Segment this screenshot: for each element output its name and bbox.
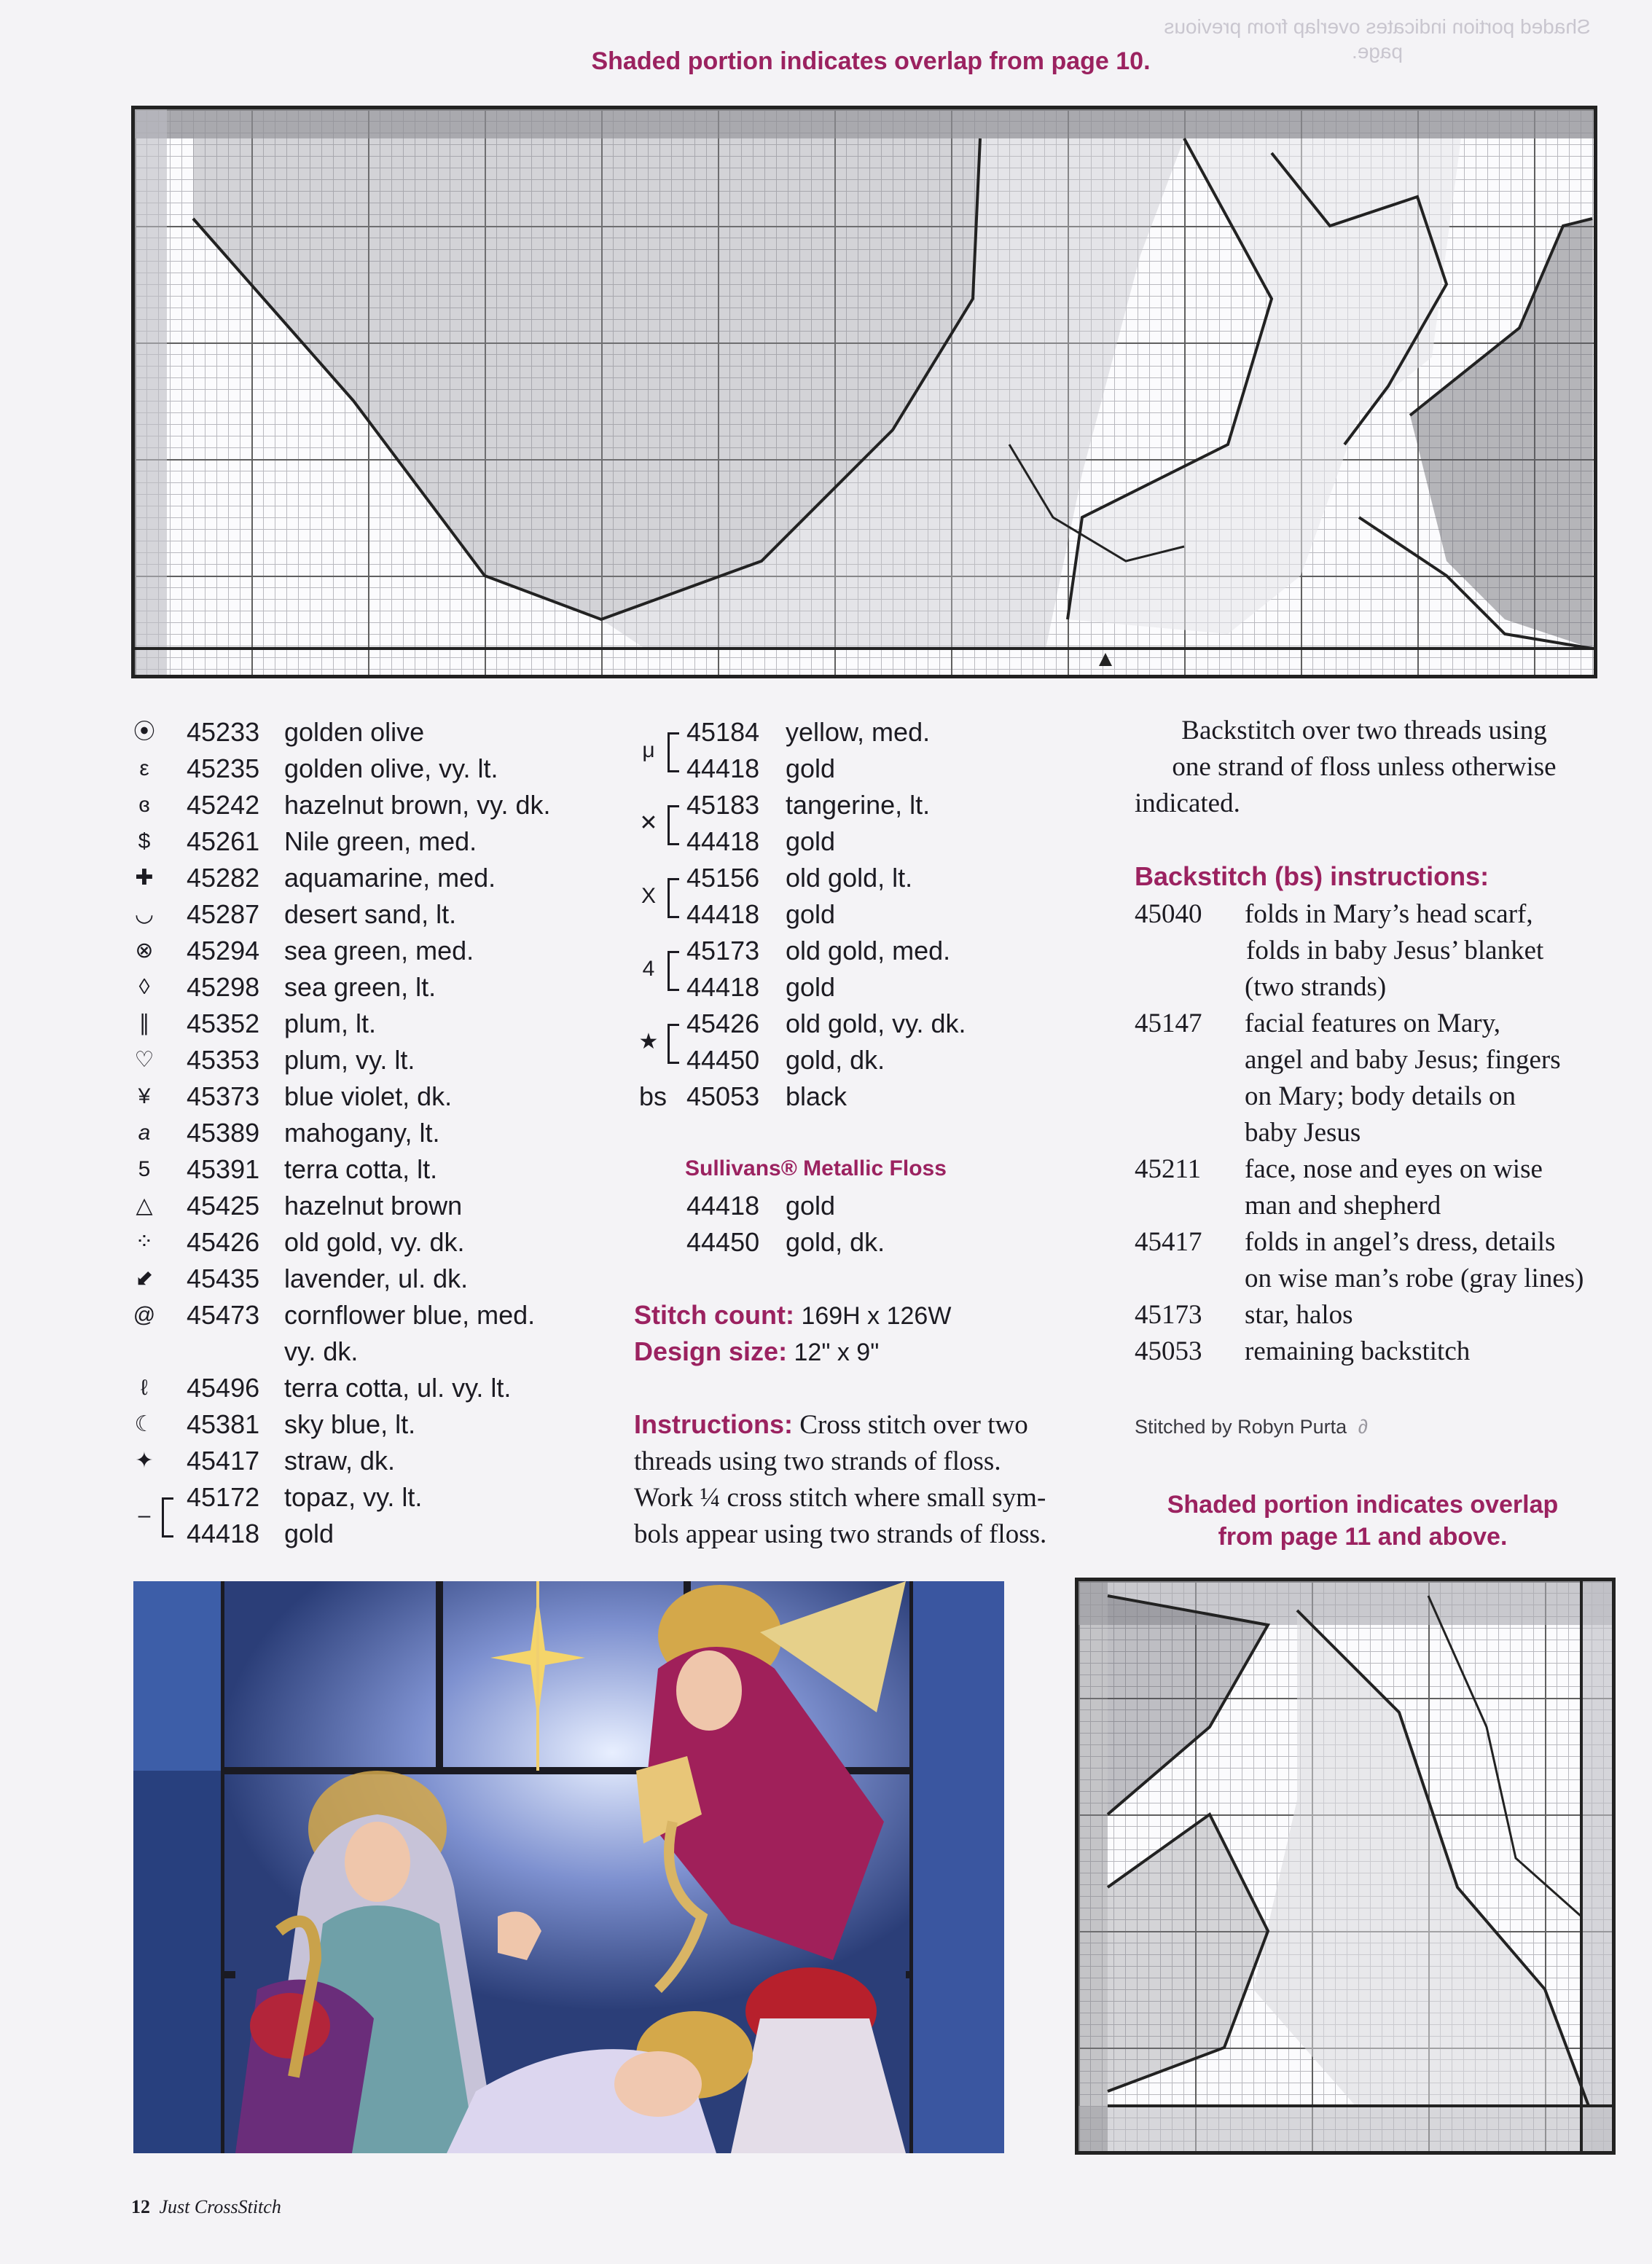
floss-name: aquamarine, med. — [284, 863, 496, 893]
desc-line: folds in baby Jesus’ blanket — [1246, 936, 1544, 965]
blend-symbol-icon: ✕ — [639, 811, 658, 835]
floss-code: 45173 — [686, 936, 760, 965]
blend-symbol-icon: – — [138, 1503, 151, 1527]
floss-code: 45261 — [187, 826, 260, 856]
floss-code: 45242 — [187, 790, 260, 820]
floss-code: 45294 — [187, 936, 260, 965]
symbol-icon: ⊗ — [135, 939, 154, 963]
floss-code: 44450 — [686, 1045, 760, 1075]
stitch-count-value: 169H x 126W — [801, 1302, 952, 1330]
desc-line: on Mary; body details on — [1245, 1081, 1516, 1111]
backstitch-code: 45417 — [1135, 1227, 1202, 1257]
desc-line: facial features on Mary, — [1245, 1008, 1500, 1038]
floss-name: black — [786, 1081, 847, 1111]
desc-line: remaining backstitch — [1245, 1336, 1471, 1366]
desc-line: folds in Mary’s head scarf, — [1245, 899, 1533, 929]
floss-name: desert sand, lt. — [284, 899, 457, 929]
symbol-icon: △ — [136, 1194, 153, 1218]
symbol-icon: ⬋ — [135, 1266, 154, 1290]
backstitch-desc — [1245, 1224, 1594, 1297]
floss-name: golden olive — [284, 717, 425, 747]
design-size — [634, 1333, 879, 1371]
stitched-nativity-photo — [133, 1581, 1004, 2153]
desc-line: face, nose and eyes on wise — [1245, 1154, 1543, 1184]
symbol-icon: @ — [133, 1303, 156, 1327]
chart-center-arrow — [1099, 653, 1112, 666]
floss-name: gold — [786, 753, 836, 783]
backstitch-desc — [1245, 1006, 1594, 1151]
symbol-icon: ⁘ — [135, 1230, 154, 1254]
floss-name: old gold, med. — [786, 936, 951, 965]
floss-name: Nile green, med. — [284, 826, 477, 856]
floss-name: golden olive, vy. lt. — [284, 753, 498, 783]
floss-name: gold — [786, 1191, 836, 1221]
floss-code: 45233 — [187, 717, 260, 747]
floss-code: 44418 — [686, 899, 760, 929]
metallic-floss-heading: Sullivans® Metallic Floss — [685, 1156, 947, 1180]
floss-code: 45298 — [187, 972, 260, 1002]
desc-line: on wise man’s robe (gray lines) — [1245, 1264, 1584, 1293]
nativity-illustration — [133, 1581, 1004, 2153]
floss-code: 45235 — [187, 753, 260, 783]
design-size-label: Design size: — [634, 1336, 788, 1366]
floss-code: 45426 — [187, 1227, 260, 1257]
backstitch-code: 45147 — [1135, 1008, 1202, 1038]
floss-name: hazelnut brown — [284, 1191, 463, 1221]
floss-name: straw, dk. — [284, 1446, 396, 1476]
symbol-icon: a — [138, 1121, 151, 1145]
floss-code: 44418 — [686, 753, 760, 783]
floss-name: sea green, lt. — [284, 972, 437, 1002]
floss-name: gold, dk. — [786, 1045, 885, 1075]
floss-name: topaz, vy. lt. — [284, 1482, 423, 1512]
floss-name: old gold, vy. dk. — [786, 1008, 966, 1038]
blend-bracket — [668, 951, 679, 991]
floss-name: tangerine, lt. — [786, 790, 931, 820]
blend-symbol-icon: μ — [642, 738, 655, 762]
symbol-icon: ☾ — [134, 1412, 154, 1436]
caption-line: Shaded portion indicates overlap — [1167, 1491, 1559, 1519]
bottom-chart-caption — [1115, 1489, 1610, 1553]
desc-line: (two strands) — [1245, 972, 1387, 1002]
floss-name: old gold, lt. — [786, 863, 913, 893]
intro-line: indicated. — [1135, 788, 1240, 818]
floss-code: 44418 — [686, 1191, 760, 1221]
symbol-icon: ◊ — [138, 975, 150, 999]
intro-line: Backstitch over two threads using — [1181, 716, 1547, 745]
symbol-icon: ∥ — [138, 1011, 150, 1035]
instructions-line: bols appear using two strands of floss. — [634, 1519, 1047, 1549]
floss-code: 45282 — [187, 863, 260, 893]
stitched-by-text: Stitched by Robyn Purta — [1135, 1416, 1347, 1438]
floss-code: 45473 — [187, 1300, 260, 1330]
backstitch-code: 45053 — [1135, 1336, 1202, 1366]
backstitch-desc — [1245, 1333, 1594, 1370]
top-chart-pattern — [135, 109, 1597, 678]
backstitch-desc — [1245, 1151, 1594, 1224]
symbol-icon: ¥ — [138, 1084, 151, 1108]
symbol-icon: $ — [138, 829, 151, 853]
floss-name: lavender, ul. dk. — [284, 1264, 469, 1293]
page-footer — [131, 2195, 281, 2220]
floss-code: 45053 — [686, 1081, 760, 1111]
blend-symbol-icon: 4 — [642, 957, 655, 981]
bottom-chart-grid — [1075, 1578, 1616, 2155]
floss-code: 45183 — [686, 790, 760, 820]
floss-name: terra cotta, ul. vy. lt. — [284, 1373, 512, 1403]
floss-code: 45381 — [187, 1409, 260, 1439]
blend-symbol-icon: X — [641, 884, 656, 908]
instructions-line: threads using two strands of floss. — [634, 1446, 1001, 1476]
bottom-chart-pattern — [1079, 1581, 1616, 2155]
floss-code: 45496 — [187, 1373, 260, 1403]
design-size-value: 12" x 9" — [794, 1339, 880, 1366]
stitched-by-credit — [1135, 1414, 1368, 1440]
floss-code: 45184 — [686, 717, 760, 747]
symbol-icon: ✦ — [135, 1449, 154, 1473]
blend-bracket — [668, 878, 679, 918]
instructions-line: Cross stitch over two — [793, 1410, 1028, 1440]
floss-code: 44418 — [686, 826, 760, 856]
backstitch-code: 45173 — [1135, 1300, 1202, 1330]
intro-line: one strand of floss unless otherwise — [1172, 752, 1557, 782]
floss-name: plum, lt. — [284, 1008, 377, 1038]
floss-code: 45373 — [187, 1081, 260, 1111]
floss-name: gold, dk. — [786, 1227, 885, 1257]
backstitch-code: 45040 — [1135, 899, 1202, 929]
floss-code: 45352 — [187, 1008, 260, 1038]
blend-bracket — [668, 805, 679, 845]
bleed-through-text: Shaded portion indicates overlap from previous page. — [1164, 15, 1591, 63]
symbol-icon: ♡ — [134, 1048, 154, 1072]
instructions-paragraph — [634, 1406, 1093, 1553]
backstitch-symbol: bs — [639, 1081, 668, 1111]
floss-name: sea green, med. — [284, 936, 474, 965]
blend-bracket — [162, 1497, 173, 1538]
backstitch-desc — [1245, 1297, 1594, 1333]
floss-name: vy. dk. — [284, 1336, 359, 1366]
desc-line: man and shepherd — [1245, 1191, 1441, 1221]
floss-name: mahogany, lt. — [284, 1118, 440, 1148]
floss-code: 44418 — [187, 1519, 260, 1548]
floss-name: sky blue, lt. — [284, 1409, 416, 1439]
desc-line: angel and baby Jesus; fingers — [1245, 1045, 1561, 1075]
signature-swirl-icon: ∂ — [1358, 1416, 1369, 1438]
desc-line: star, halos — [1245, 1300, 1353, 1330]
stitch-count-label: Stitch count: — [634, 1300, 794, 1330]
floss-code: 45417 — [187, 1446, 260, 1476]
top-chart-caption: Shaded portion indicates overlap from page 10. — [591, 47, 1151, 75]
floss-code: 45391 — [187, 1154, 260, 1184]
symbol-icon: ɞ — [138, 793, 150, 817]
desc-line: folds in angel’s dress, details — [1245, 1227, 1556, 1257]
floss-name: old gold, vy. dk. — [284, 1227, 465, 1257]
floss-code: 45435 — [187, 1264, 260, 1293]
symbol-icon: 5 — [138, 1157, 151, 1181]
backstitch-heading: Backstitch (bs) instructions: — [1135, 861, 1489, 891]
floss-name: hazelnut brown, vy. dk. — [284, 790, 551, 820]
symbol-icon: ⦿ — [133, 720, 155, 744]
floss-code: 45425 — [187, 1191, 260, 1221]
floss-name: yellow, med. — [786, 717, 931, 747]
blend-bracket — [668, 732, 679, 772]
caption-line: from page 11 and above. — [1218, 1523, 1508, 1551]
floss-name: gold — [786, 826, 836, 856]
floss-code: 45156 — [686, 863, 760, 893]
floss-name: terra cotta, lt. — [284, 1154, 438, 1184]
floss-code: 45389 — [187, 1118, 260, 1148]
stitch-count — [634, 1297, 951, 1334]
floss-code: 45172 — [187, 1482, 260, 1512]
symbol-icon: ε — [139, 756, 149, 780]
floss-code: 44418 — [686, 972, 760, 1002]
blend-symbol-icon: ★ — [638, 1030, 659, 1054]
floss-name: cornflower blue, med. — [284, 1300, 536, 1330]
floss-name: gold — [786, 899, 836, 929]
magazine-name: Just CrossStitch — [159, 2196, 281, 2217]
floss-code: 44450 — [686, 1227, 760, 1257]
instructions-label: Instructions: — [634, 1409, 794, 1439]
floss-code: 45353 — [187, 1045, 260, 1075]
floss-name: gold — [786, 972, 836, 1002]
top-chart-grid — [131, 106, 1597, 678]
symbol-icon: ◡ — [134, 902, 154, 926]
floss-code: 45426 — [686, 1008, 760, 1038]
symbol-icon: ✚ — [135, 866, 154, 890]
symbol-icon: ℓ — [141, 1376, 148, 1400]
backstitch-intro — [1135, 713, 1594, 822]
backstitch-code: 45211 — [1135, 1154, 1202, 1184]
floss-name: plum, vy. lt. — [284, 1045, 415, 1075]
instructions-line: Work ¼ cross stitch where small sym- — [634, 1483, 1046, 1513]
backstitch-desc — [1245, 896, 1594, 1006]
floss-name: gold — [284, 1519, 334, 1548]
page-number: 12 — [131, 2196, 150, 2217]
floss-code: 45287 — [187, 899, 260, 929]
desc-line: baby Jesus — [1245, 1118, 1361, 1148]
floss-name: blue violet, dk. — [284, 1081, 453, 1111]
blend-bracket — [668, 1024, 679, 1064]
